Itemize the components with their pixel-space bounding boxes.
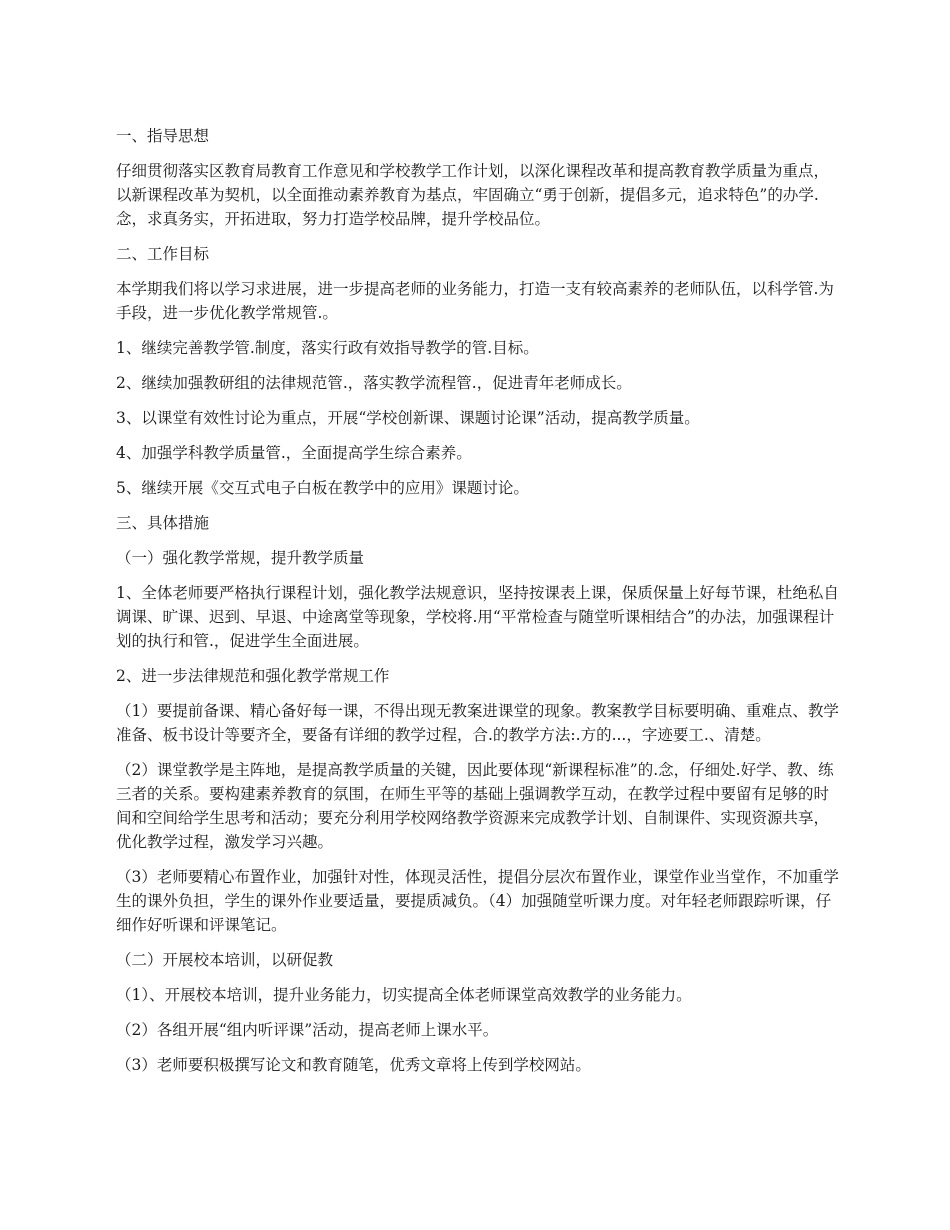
goal-item-3: 3、以课堂有效性讨论为重点，开展“学校创新课、课题讨论课”活动，提高教学质量。	[116, 409, 700, 427]
section-heading-specific-measures: 三、具体措施	[116, 514, 210, 532]
goal-item-1: 1、继续完善教学管.制度，落实行政有效指导教学的管.目标。	[116, 339, 539, 357]
section-heading-guiding-ideology: 一、指导思想	[116, 127, 210, 145]
paragraph-work-goals-intro: 本学期我们将以学习求进展，进一步提高老师的业务能力，打造一支有较高素养的老师队伍，以科学管.为手段，进一步优化教学常规管.。	[116, 280, 834, 322]
measure-item-2: 2、进一步法律规范和强化教学常规工作	[116, 667, 390, 685]
measure-subitem-2: （2）课堂教学是主阵地，是提高教学质量的关键，因此要体现“新课程标准”的.念，仔细处.好学、教、练三者的关系。要构建素养教育的氛围，在师生平等的基础上强调教学互动，在教学过程中要留有足够的时间和空间给学生思考和活动；要充分利用学校网络教学资源来完成教学计划、自制课件、实现资源共享，优化教学过程，激发学习兴趣。	[116, 761, 834, 851]
subsection-heading-teaching-routine: （一）强化教学常规，提升教学质量	[116, 549, 365, 567]
measure-subitem-1: （1）要提前备课、精心备好每一课，不得出现无教案进课堂的现象。教案教学目标要明确、重难点、教学准备、板书设计等要齐全，要备有详细的教学过程，合.的教学方法:.方的...，字迹要工.、清楚。	[116, 702, 839, 744]
goal-item-2: 2、继续加强教研组的法律规范管.，落实教学流程管.，促进青年老师成长。	[116, 374, 632, 392]
subsection-heading-school-training: （二）开展校本培训，以研促教	[116, 951, 334, 969]
document-body	[116, 124, 840, 1088]
training-item-2: （2）各组开展“组内听评课”活动，提高老师上课水平。	[116, 1021, 499, 1039]
paragraph-guiding-ideology: 仔细贯彻落实区教育局教育工作意见和学校教学工作计划，以深化课程改革和提高教育教学质量为重点，以新课程改革为契机，以全面推动素养教育为基点，牢固确立“勇于创新，提倡多元，追求特色”的办学.念，求真务实，开拓进取，努力打造学校品牌，提升学校品位。	[116, 162, 830, 228]
section-heading-work-goals: 二、工作目标	[116, 245, 210, 263]
goal-item-5: 5、继续开展《交互式电子白板在教学中的应用》课题讨论。	[116, 479, 529, 497]
goal-item-4: 4、加强学科教学质量管.，全面提高学生综合素养。	[116, 444, 472, 462]
measure-subitem-3-4: （3）老师要精心布置作业，加强针对性，体现灵活性，提倡分层次布置作业，课堂作业当堂作，不加重学生的课外负担，学生的课外作业要适量，要提质减负。（4）加强随堂听课力度。对年轻老师跟踪听课，仔细作好听课和评课笔记。	[116, 868, 839, 934]
training-item-1: （1）、开展校本培训，提升业务能力，切实提高全体老师课堂高效教学的业务能力。	[116, 986, 692, 1004]
training-item-3: （3）老师要积极撰写论文和教育随笔，优秀文章将上传到学校网站。	[116, 1056, 591, 1074]
measure-item-1: 1、全体老师要严格执行课程计划，强化教学法规意识，坚持按课表上课，保质保量上好每节课，杜绝私自调课、旷课、迟到、早退、中途离堂等现象，学校将.用“平常检查与随堂听课相结合”的办法，加强课程计划的执行和管.，促进学生全面进展。	[116, 584, 839, 650]
